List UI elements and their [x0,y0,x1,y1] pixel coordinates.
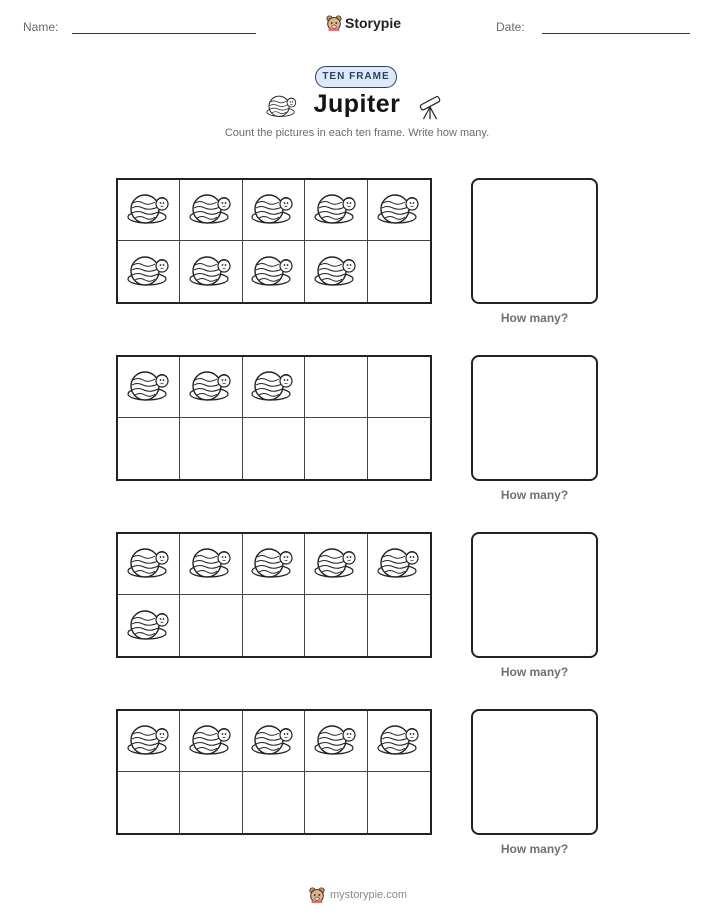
jupiter-planet-icon [189,723,233,759]
jupiter-planet-icon [127,723,171,759]
frame-cell-filled [180,180,242,241]
jupiter-planet-icon [377,546,421,582]
page-title: Jupiter [313,90,401,118]
frame-cell-filled [243,241,305,302]
frame-cell-filled [368,711,430,772]
jupiter-planet-icon [251,254,295,290]
frame-cell-empty [180,772,242,833]
name-label: Name: [23,20,59,34]
jupiter-planet-icon [377,723,421,759]
frame-cell-filled [180,534,242,595]
ten-frame [116,532,432,658]
telescope-icon [416,92,444,122]
frame-cell-filled [118,180,180,241]
frame-cell-filled [118,357,180,418]
jupiter-planet-icon [251,192,295,228]
ten-frame [116,355,432,481]
answer-box[interactable] [471,355,598,481]
frame-cell-empty [368,418,430,479]
frame-cell-filled [118,241,180,302]
frame-cell-filled [118,595,180,656]
frame-cell-empty [368,772,430,833]
how-many-label: How many? [500,842,569,856]
jupiter-planet-icon [314,192,358,228]
answer-box[interactable] [471,532,598,658]
footer-site: mystorypie.com [330,889,408,901]
frame-cell-filled [118,534,180,595]
jupiter-planet-icon [314,723,358,759]
frame-cell-filled [305,711,367,772]
ten-frame [116,709,432,835]
storypie-mascot-icon [308,886,326,904]
ten-frame [116,178,432,304]
jupiter-planet-icon [314,546,358,582]
frame-cell-filled [180,241,242,302]
frame-cell-filled [305,241,367,302]
frame-cell-filled [243,534,305,595]
jupiter-planet-icon [127,192,171,228]
brand-name: Storypie [345,15,402,31]
frame-cell-empty [305,772,367,833]
name-line[interactable] [72,33,256,34]
jupiter-planet-icon [189,254,233,290]
storypie-mascot-icon [325,14,343,32]
frame-cell-filled [305,534,367,595]
answer-box[interactable] [471,709,598,835]
date-line[interactable] [542,33,690,34]
worksheet-type-badge: TEN FRAME [315,66,397,88]
jupiter-planet-icon [127,254,171,290]
how-many-label: How many? [500,311,569,325]
frame-cell-empty [305,595,367,656]
frame-cell-filled [180,357,242,418]
jupiter-planet-icon [251,723,295,759]
frame-cell-empty [118,418,180,479]
jupiter-planet-icon [251,546,295,582]
jupiter-planet-icon [127,369,171,405]
frame-cell-filled [368,534,430,595]
frame-cell-filled [118,711,180,772]
instructions: Count the pictures in each ten frame. Write how many. [224,127,490,139]
how-many-label: How many? [500,665,569,679]
jupiter-planet-icon [189,369,233,405]
frame-cell-empty [243,772,305,833]
frame-cell-filled [243,357,305,418]
jupiter-planet-icon [377,192,421,228]
frame-cell-empty [305,357,367,418]
frame-cell-filled [180,711,242,772]
frame-cell-empty [368,241,430,302]
frame-cell-empty [368,595,430,656]
frame-cell-filled [243,180,305,241]
answer-box[interactable] [471,178,598,304]
frame-cell-empty [243,595,305,656]
frame-cell-empty [243,418,305,479]
jupiter-planet-icon [189,192,233,228]
frame-cell-empty [118,772,180,833]
frame-cell-empty [305,418,367,479]
jupiter-planet-icon [251,369,295,405]
how-many-label: How many? [500,488,569,502]
frame-cell-empty [180,418,242,479]
footer [308,886,407,904]
date-label: Date: [496,20,525,34]
jupiter-planet-icon [127,546,171,582]
brand-logo [325,12,401,34]
jupiter-planet-icon [266,94,298,120]
frame-cell-filled [368,180,430,241]
jupiter-planet-icon [314,254,358,290]
jupiter-planet-icon [127,608,171,644]
frame-cell-filled [305,180,367,241]
jupiter-planet-icon [189,546,233,582]
frame-cell-empty [368,357,430,418]
frame-cell-empty [180,595,242,656]
frame-cell-filled [243,711,305,772]
